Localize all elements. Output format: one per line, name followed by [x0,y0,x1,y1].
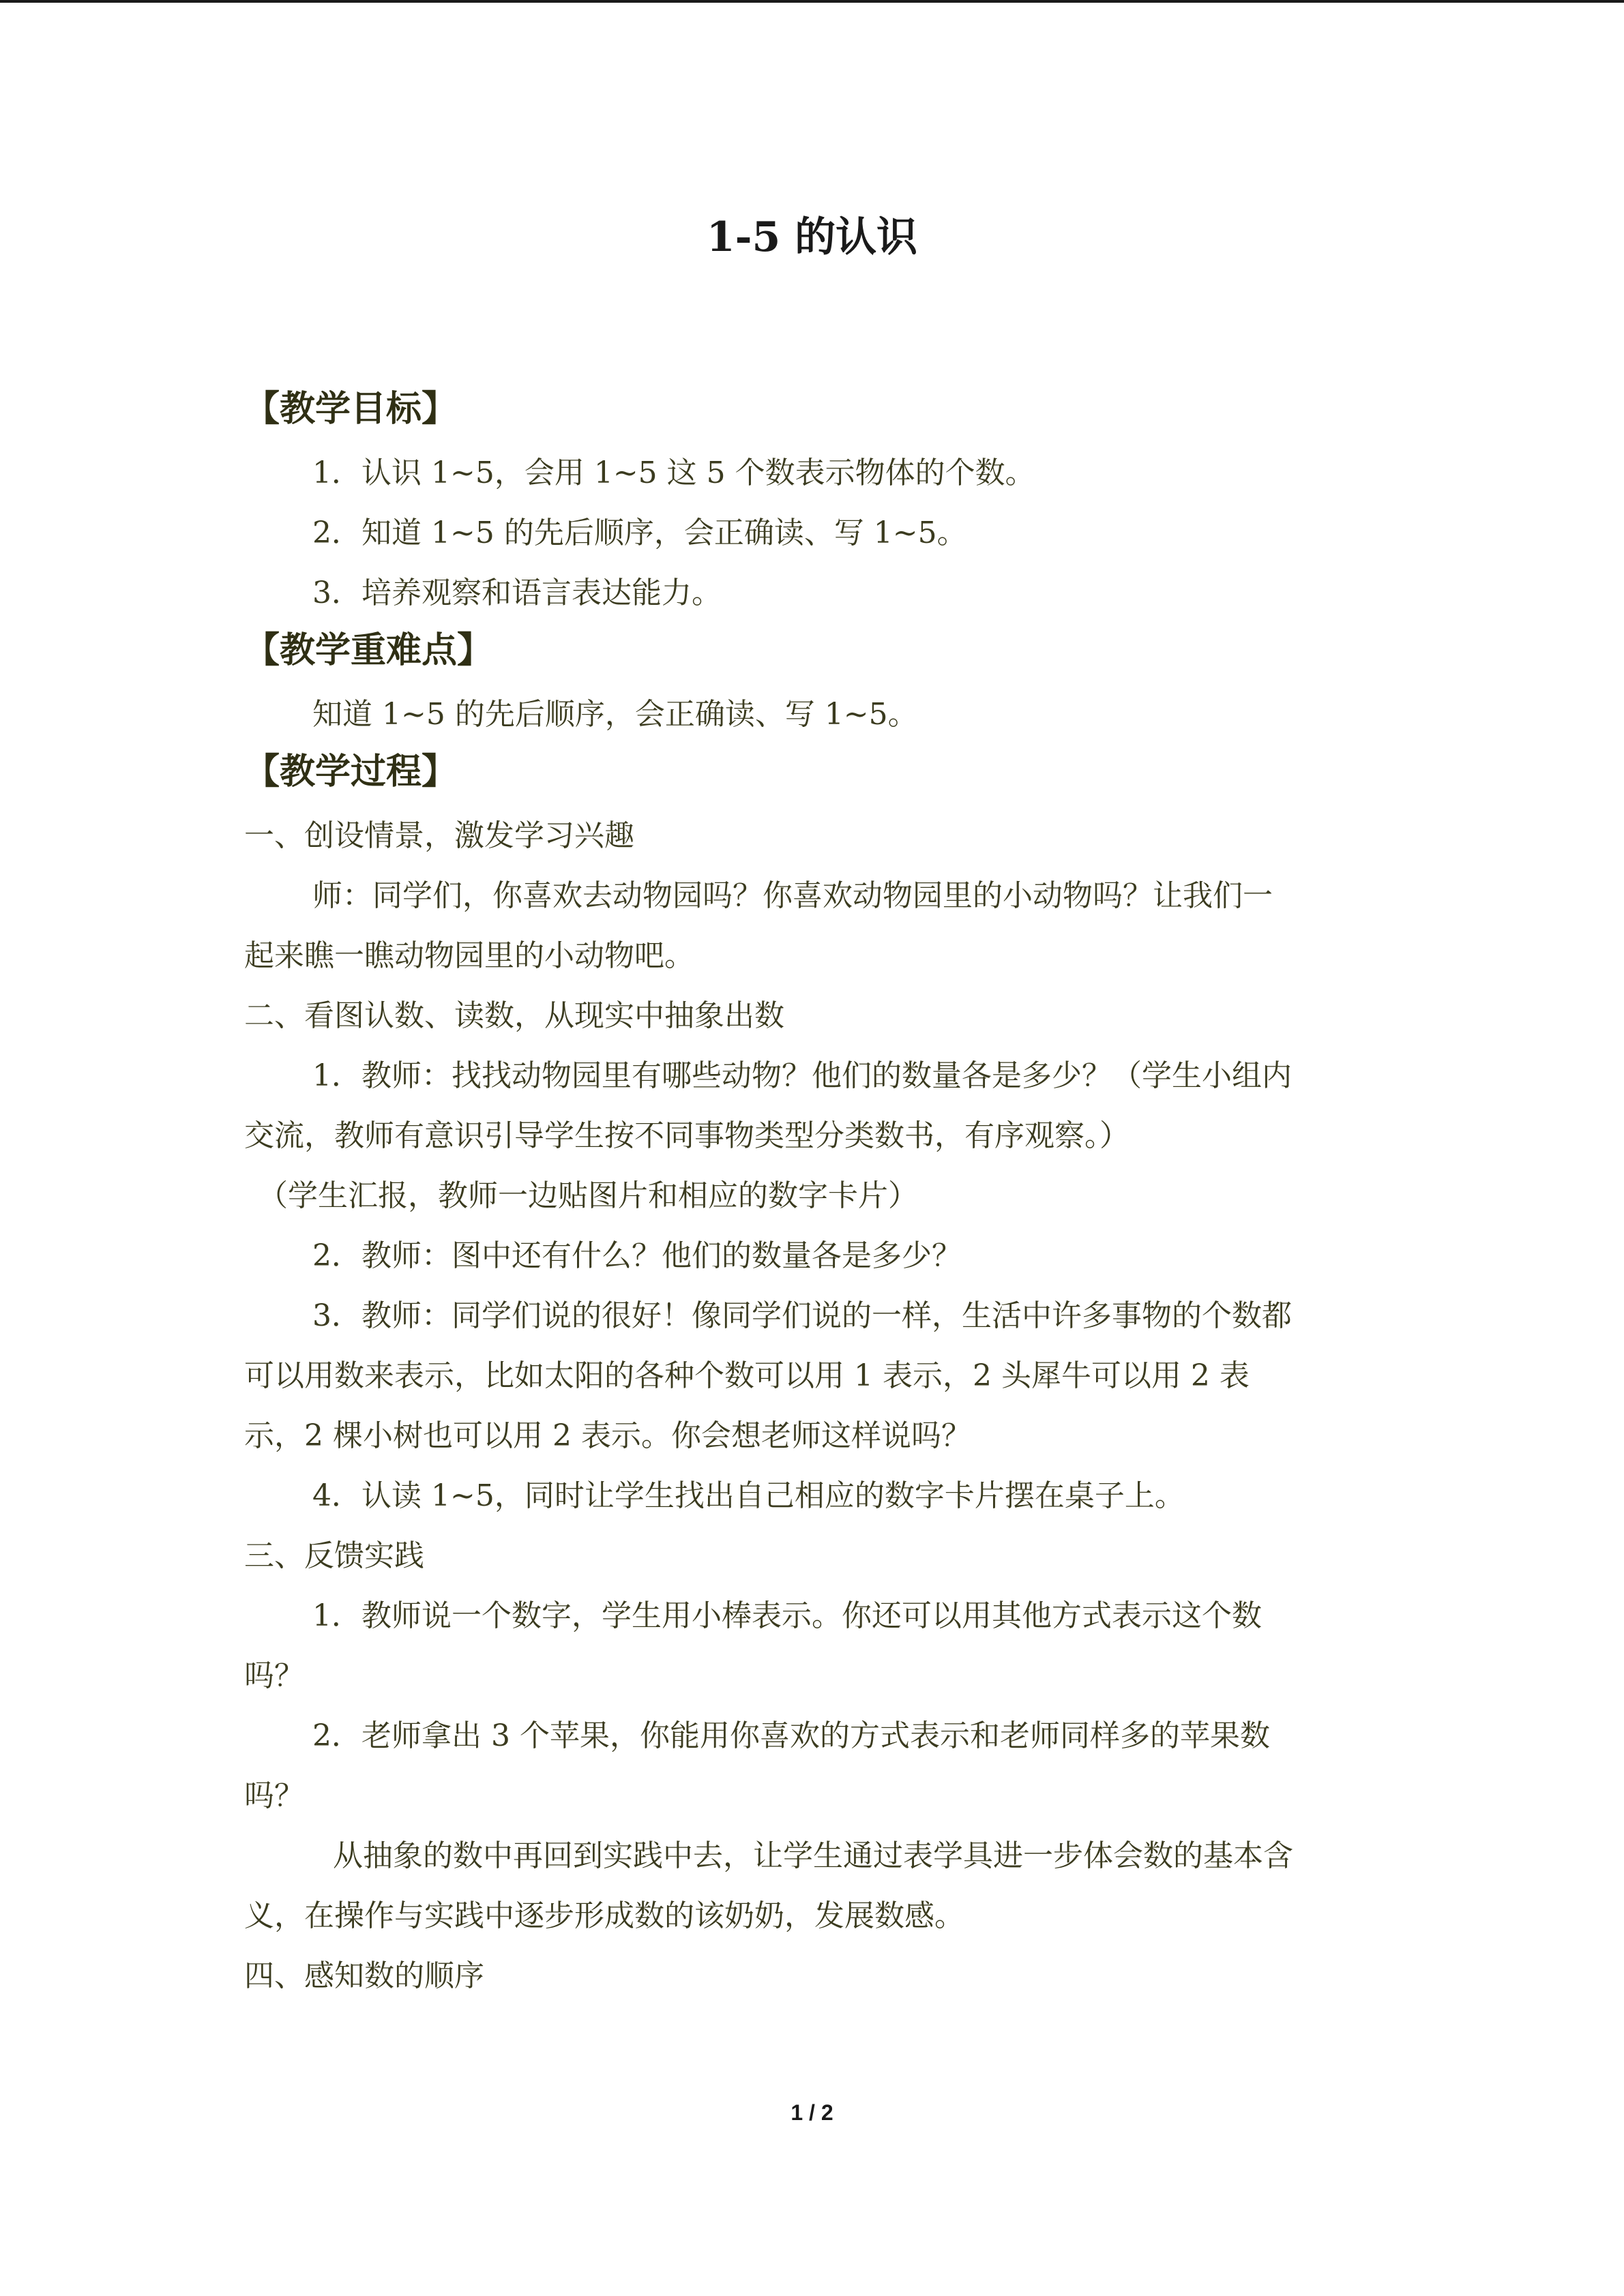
process-line: 2．教师：图中还有什么？他们的数量各是多少？ [312,1238,962,1273]
process-subheading: 四、感知数的顺序 [244,1958,484,1993]
process-line: 起来瞧一瞧动物园里的小动物吧。 [244,938,694,973]
process-line: 义，在操作与实践中逐步形成数的该奶奶，发展数感。 [244,1898,964,1933]
process-line: 师：同学们，你喜欢去动物园吗？你喜欢动物园里的小动物吗？让我们一 [312,878,1273,913]
goal-item: 2．知道 1~5 的先后顺序，会正确读、写 1~5。 [312,516,967,550]
process-subheading: 三、反馈实践 [244,1538,424,1573]
section-heading-process: 【教学过程】 [244,751,458,792]
process-line: （学生汇报，教师一边贴图片和相应的数字卡片） [258,1178,918,1213]
process-line: 1．教师：找找动物园里有哪些动物？他们的数量各是多少？（学生小组内 [312,1058,1292,1093]
goal-item: 3．培养观察和语言表达能力。 [312,576,722,610]
process-subheading: 二、看图认数、读数，从现实中抽象出数 [244,998,784,1033]
process-line: 可以用数来表示，比如太阳的各种个数可以用 1 表示，2 头犀牛可以用 2 表 [244,1358,1250,1393]
process-line: 3．教师：同学们说的很好！像同学们说的一样，生活中许多事物的个数都 [312,1298,1292,1333]
process-line: 4．认读 1~5，同时让学生找出自己相应的数字卡片摆在桌子上。 [312,1478,1185,1513]
section-heading-key-points: 【教学重难点】 [244,629,493,671]
goal-item: 1．认识 1~5，会用 1~5 这 5 个数表示物体的个数。 [312,456,1035,490]
page-number: 1 / 2 [791,2100,833,2125]
process-line: 2．老师拿出 3 个苹果，你能用你喜欢的方式表示和老师同样多的苹果数 [312,1718,1270,1753]
process-subheading: 一、创设情景，激发学习兴趣 [244,818,634,853]
process-line: 示，2 棵小树也可以用 2 表示。你会想老师这样说吗？ [244,1418,971,1453]
process-line: 吗？ [244,1778,304,1813]
top-border-line [0,0,1624,3]
process-line: 1．教师说一个数字，学生用小棒表示。你还可以用其他方式表示这个数 [312,1598,1262,1633]
key-points-text: 知道 1~5 的先后顺序，会正确读、写 1~5。 [312,697,918,732]
document-title: 1-5 的认识 [706,213,918,261]
document-body [244,382,1376,2006]
process-line: 从抽象的数中再回到实践中去，让学生通过表学具进一步体会数的基本含 [333,1838,1293,1873]
section-heading-goals: 【教学目标】 [244,388,458,430]
process-line: 吗？ [244,1658,304,1693]
process-line: 交流，教师有意识引导学生按不同事物类型分类数书，有序观察。） [244,1118,1130,1153]
